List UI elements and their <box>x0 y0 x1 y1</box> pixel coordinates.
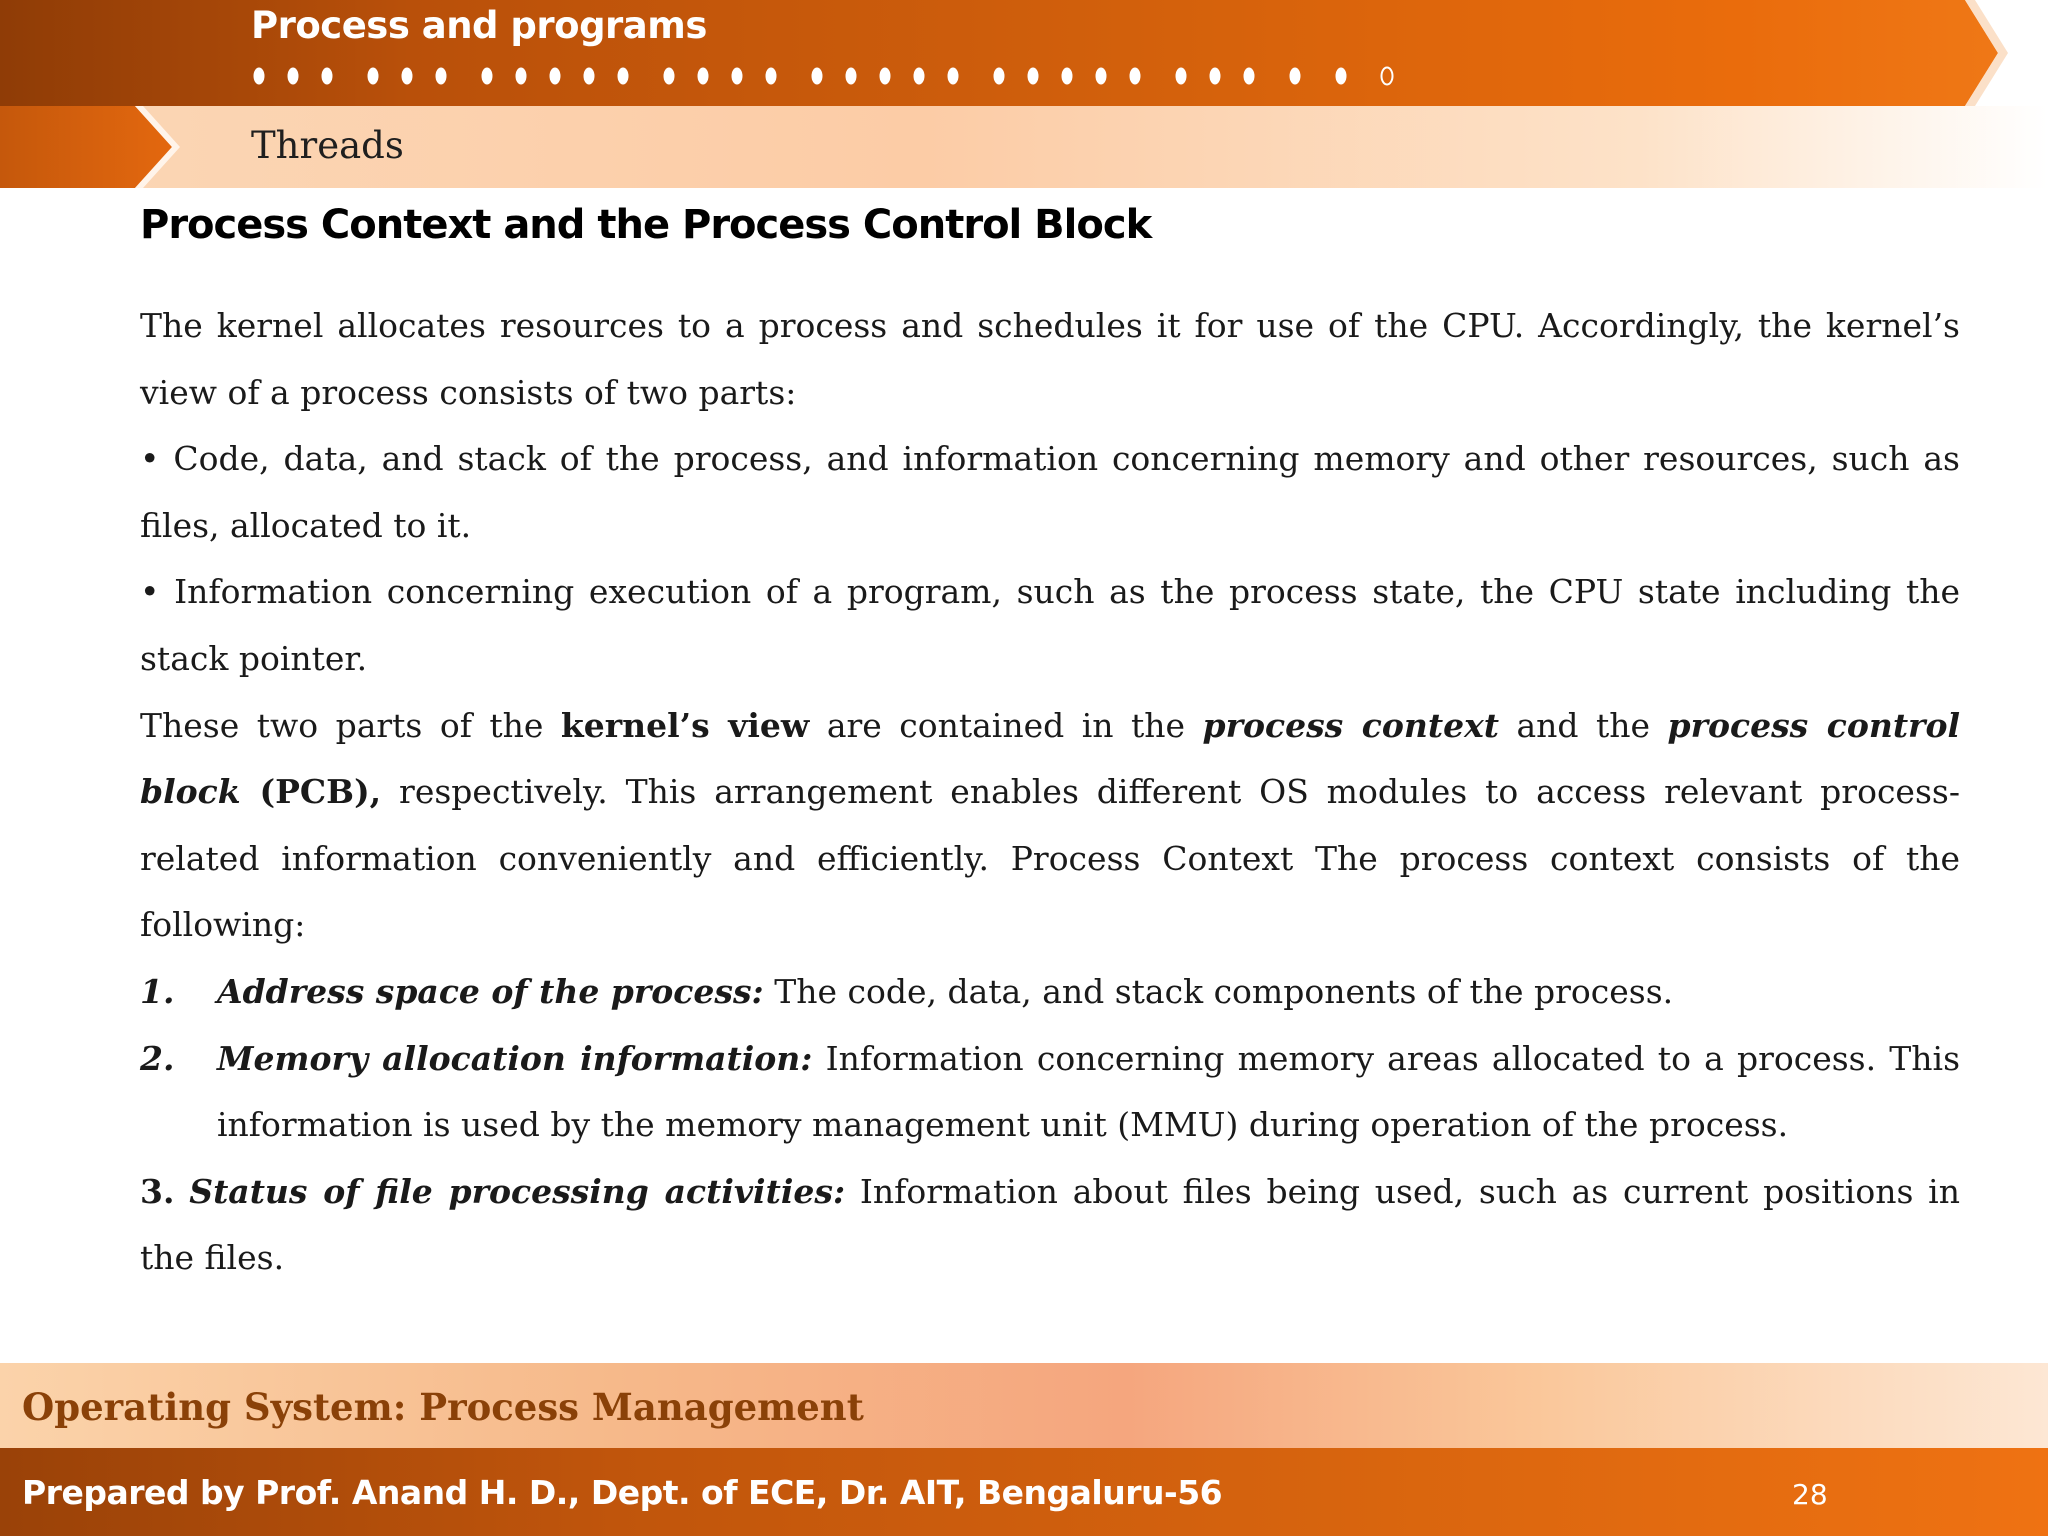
list-item <box>140 1026 1960 1159</box>
app-title: Process and programs <box>251 4 707 47</box>
list-term: Address space of the process: <box>217 971 764 1011</box>
progress-dot-filled <box>584 68 595 85</box>
course-title: Operating System: Process Management <box>22 1385 864 1429</box>
list-item <box>140 959 1960 1026</box>
list-text: Information about files being used, such as current positions in the files. <box>140 1171 1960 1278</box>
progress-dot-filled <box>516 68 527 85</box>
list-text: Information concerning memory areas allocated to a process. This information is used by the memory management unit (MMU) during operation of the process. <box>217 1038 1961 1145</box>
bold-term: (PCB), <box>240 772 382 812</box>
progress-dot-filled <box>732 68 743 85</box>
progress-dot-filled <box>436 68 447 85</box>
progress-dot-filled <box>846 68 857 85</box>
progress-dot-filled <box>664 68 675 85</box>
progress-dot-filled <box>402 68 413 85</box>
progress-dot-filled <box>994 68 1005 85</box>
progress-dot-filled <box>1290 68 1301 85</box>
slide-body <box>140 293 1960 1292</box>
list-number: 2. <box>140 1038 175 1078</box>
progress-dot-filled <box>322 68 333 85</box>
text-run: These two parts of the <box>140 705 561 745</box>
list-number: 3. <box>140 1171 175 1211</box>
bold-italic-term: process context <box>1202 705 1499 745</box>
progress-dot-filled <box>368 68 379 85</box>
progress-dot-filled <box>880 68 891 85</box>
progress-dot-filled <box>1028 68 1039 85</box>
progress-dot-filled <box>1062 68 1073 85</box>
list-term: Status of file processing activities: <box>189 1171 846 1211</box>
author-credit: Prepared by Prof. Anand H. D., Dept. of ECE, Dr. AIT, Bengaluru-56 <box>22 1473 1223 1512</box>
progress-dot-filled <box>482 68 493 85</box>
text-run: and the <box>1499 705 1668 745</box>
list-term: Memory allocation information: <box>217 1038 813 1078</box>
list-number: 1. <box>140 971 175 1011</box>
list-item <box>140 1159 1960 1292</box>
bullet-item: • Information concerning execution of a program, such as the process state, the CPU state including the stack pointer. <box>140 572 1960 678</box>
bold-italic-term: process control block <box>140 705 1960 812</box>
progress-dot-filled <box>812 68 823 85</box>
text-run: are contained in the <box>809 705 1203 745</box>
page-number: 28 <box>1792 1478 1828 1511</box>
progress-dot-filled <box>1244 68 1255 85</box>
section-title: Threads <box>251 124 404 167</box>
progress-dot-filled <box>288 68 299 85</box>
progress-dot-filled <box>766 68 777 85</box>
progress-dots <box>253 64 1403 88</box>
progress-dot-filled <box>914 68 925 85</box>
progress-dot-filled <box>618 68 629 85</box>
progress-dot-filled <box>1336 68 1347 85</box>
progress-dot-empty <box>1382 68 1393 85</box>
progress-dot-filled <box>1130 68 1141 85</box>
list-text: The code, data, and stack components of the process. <box>763 971 1674 1011</box>
progress-dot-filled <box>1096 68 1107 85</box>
text-run: respectively. This arrangement enables different OS modules to access relevant process-related information conveniently and efficiently. Process Context The process context consists of the following: <box>140 772 1960 945</box>
progress-dot-filled <box>698 68 709 85</box>
progress-dot-filled <box>948 68 959 85</box>
intro-paragraph: The kernel allocates resources to a process and schedules it for use of the CPU. Accordingly, the kernel’s view of a process consists of two parts: <box>140 306 1960 412</box>
bold-term: kernel’s view <box>560 705 810 745</box>
progress-dot-filled <box>1176 68 1187 85</box>
bullet-item: • Code, data, and stack of the process, and information concerning memory and other resources, such as files, allocated to it. <box>140 439 1960 545</box>
progress-dot-filled <box>550 68 561 85</box>
pcb-paragraph <box>140 693 1960 959</box>
progress-dot-filled <box>254 68 265 85</box>
page-heading: Process Context and the Process Control Block <box>140 202 1152 248</box>
progress-dot-filled <box>1210 68 1221 85</box>
